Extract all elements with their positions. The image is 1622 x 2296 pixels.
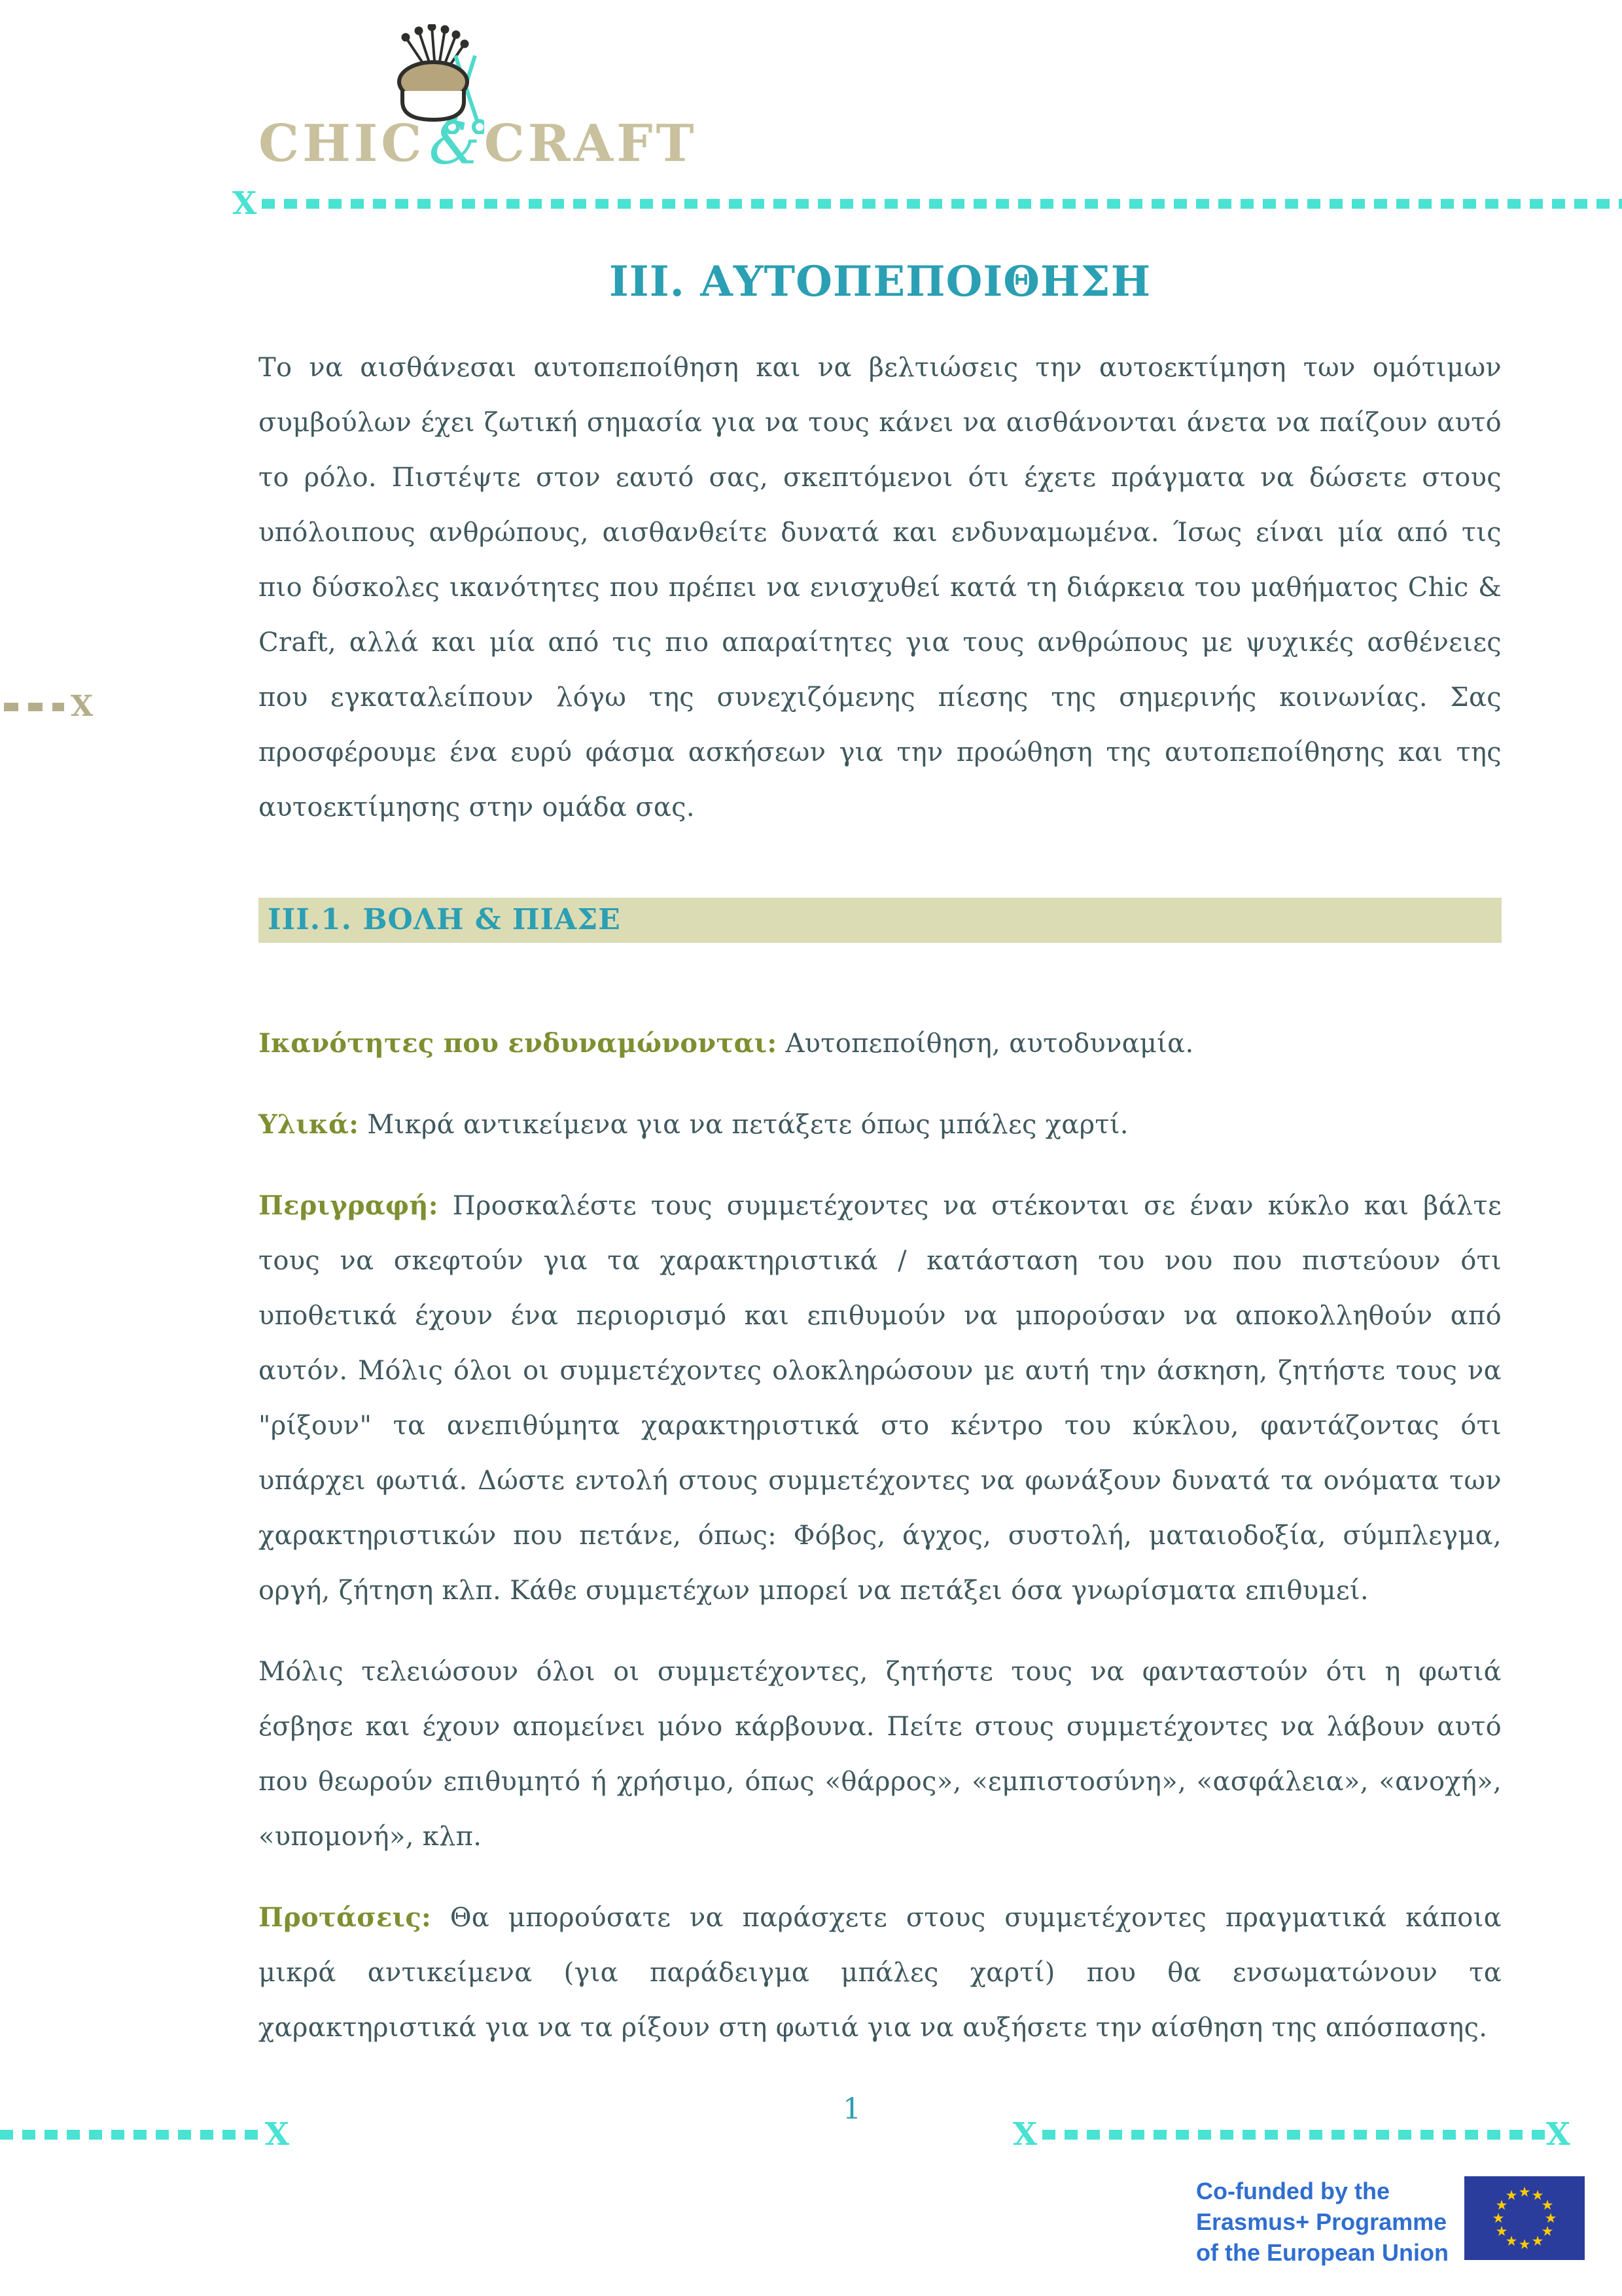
paragraph-follow-up-text: Μόλις τελειώσουν όλοι οι συμμετέχοντες, ζητήστε τους να φανταστούν ότι η φωτιά έσβησε και έχουν απομείνει μόνο κάρβουνα. Πείτε στους συμμετέχοντες να λάβουν αυτό που θεωρούν επιθυμητό ή χρήσιμο, όπως «θάρρος», «εμπιστοσύνη», «ασφάλεια», «ανοχή», «υπομονή», κλπ. — [258, 1657, 1502, 1852]
field-skills — [258, 1016, 1502, 1071]
top-divider — [232, 185, 1622, 222]
logo-wordmark — [258, 107, 697, 175]
field-materials-label: Υλικά: — [258, 1109, 359, 1140]
divider-x-icon: X — [264, 2116, 289, 2153]
field-skills-text: Αυτοπεποίθηση, αυτοδυναμία. — [777, 1029, 1194, 1059]
logo-word-chic: CHIC — [258, 114, 425, 173]
divider-x-icon: X — [1545, 2116, 1570, 2153]
dashed-line — [1042, 2130, 1546, 2140]
paragraph-follow-up — [258, 1644, 1502, 1864]
eu-credit-line: Co-funded by the — [1196, 2178, 1390, 2204]
field-skills-label: Ικανότητες που ενδυναμώνονται: — [258, 1028, 777, 1059]
logo-ampersand: & — [429, 110, 480, 177]
marker-x-icon: X — [71, 690, 94, 723]
svg-text:★: ★ — [1492, 2210, 1505, 2226]
svg-text:★: ★ — [1531, 2187, 1544, 2203]
field-materials-text: Μικρά αντικείμενα για να πετάξετε όπως μπάλες χαρτί. — [359, 1110, 1129, 1140]
section-heading-bar — [258, 898, 1502, 943]
svg-text:★: ★ — [1531, 2233, 1544, 2249]
chic-and-craft-logo — [258, 27, 697, 177]
svg-text:★: ★ — [1505, 2233, 1518, 2249]
page-title: III. ΑΥΤΟΠΕΠΟΙΘΗΣΗ — [608, 257, 1152, 306]
dashed-line — [0, 2130, 260, 2140]
field-materials — [258, 1097, 1502, 1152]
field-description — [258, 1178, 1502, 1618]
svg-text:★: ★ — [1541, 2223, 1554, 2239]
content-column — [232, 27, 1502, 2055]
eu-funding-credit — [1196, 2176, 1585, 2268]
field-description-text: Προσκαλέστε τους συμμετέχοντες να στέκονται σε έναν κύκλο και βάλτε τους να σκεφτούν για τα χαρακτηριστικά / κατάσταση του νου που πιστεύουν ότι υποθετικά έχουν ένα περιορισμό και επιθυμούν να μπορούσαν να αποκολληθούν από αυτόν. Μόλις όλοι οι συμμετέχοντες ολοκληρώσουν με αυτή την άσκηση, ζητήστε τους να "ρίξουν" τα ανεπιθύμητα χαρακτηριστικά στο κέντρο του κύκλου, φαντάζοντας ότι υπάρχει φωτιά. Δώστε εντολή στους συμμετέχοντες να φωνάξουν δυνατά τα ονόματα των χαρακτηριστικών που πετάνε, όπως: Φόβος, άγχος, συστολή, ματαιοδοξία, σύμπλεγμα, οργή, ζήτηση κλπ. Κάθε συμμετέχων μπορεί να πετάξει όσα γνωρίσματα επιθυμεί. — [258, 1191, 1502, 1606]
page-number: 1 — [843, 2093, 861, 2126]
dashed-line — [4, 703, 64, 711]
svg-text:★: ★ — [1495, 2223, 1508, 2239]
bottom-left-divider — [0, 2116, 289, 2153]
intro-paragraph: Το να αισθάνεσαι αυτοπεποίθηση και να βελτιώσεις την αυτοεκτίμηση των ομότιμων συμβούλων έχει ζωτική σημασία για να τους κάνει να αισθάνονται άνετα να παίζουν αυτό το ρόλο. Πιστέψτε στον εαυτό σας, σκεπτόμενοι ότι έχετε πράγματα να δώσετε στους υπόλοιπους ανθρώπους, αισθανθείτε δυνατά και ενδυναμωμένα. Ίσως είναι μία από τις πιο δύσκολες ικανότητες που πρέπει να ενισχυθεί κατά τη διάρκεια του μαθήματος Chic & Craft, αλλά και μία από τις πιο απαραίτητες για τους ανθρώπους με ψυχικές ασθένειες που εγκαταλείπουν λόγω της συνεχιζόμενης πίεσης της σημερινής κοινωνίας. Σας προσφέρουμε ένα ευρύ φάσμα ασκήσεων για την προώθηση της αυτοπεποίθησης και της αυτοεκτίμησης στην ομάδα σας. — [258, 353, 1502, 822]
svg-text:★: ★ — [1518, 2236, 1531, 2252]
bottom-right-divider — [1013, 2116, 1570, 2153]
exercise-details — [258, 1016, 1502, 2055]
field-suggestions-text: Θα μπορούσατε να παράσχετε στους συμμετέχοντες πραγματικά κάποια μικρά αντικείμενα (για παράδειγμα μπάλες χαρτί) που θα ενσωματώνουν τα χαρακτηριστικά για να τα ρίξουν στη φωτιά για να αυξήσετε την αίσθηση της απόσπασης. — [258, 1903, 1502, 2043]
field-suggestions-label: Προτάσεις: — [258, 1902, 432, 1933]
eu-credit-text — [1196, 2176, 1449, 2268]
eu-flag-icon — [1464, 2176, 1585, 2260]
divider-x-icon: X — [1013, 2116, 1038, 2153]
svg-text:★: ★ — [1518, 2184, 1531, 2200]
left-margin-marker — [4, 692, 93, 721]
svg-text:★: ★ — [1544, 2210, 1557, 2226]
eu-credit-line: Erasmus+ Programme — [1196, 2208, 1447, 2235]
field-suggestions — [258, 1890, 1502, 2055]
svg-text:★: ★ — [1505, 2187, 1518, 2203]
logo-word-craft: CRAFT — [484, 114, 697, 173]
eu-credit-line: of the European Union — [1196, 2238, 1449, 2266]
dashed-line — [262, 199, 1622, 209]
svg-text:★: ★ — [1541, 2197, 1554, 2213]
divider-x-icon: X — [232, 185, 257, 222]
svg-text:★: ★ — [1495, 2197, 1508, 2213]
field-description-label: Περιγραφή: — [258, 1190, 438, 1221]
section-heading: III.1. ΒΟΛΗ & ΠΙΑΣΕ — [268, 903, 621, 936]
